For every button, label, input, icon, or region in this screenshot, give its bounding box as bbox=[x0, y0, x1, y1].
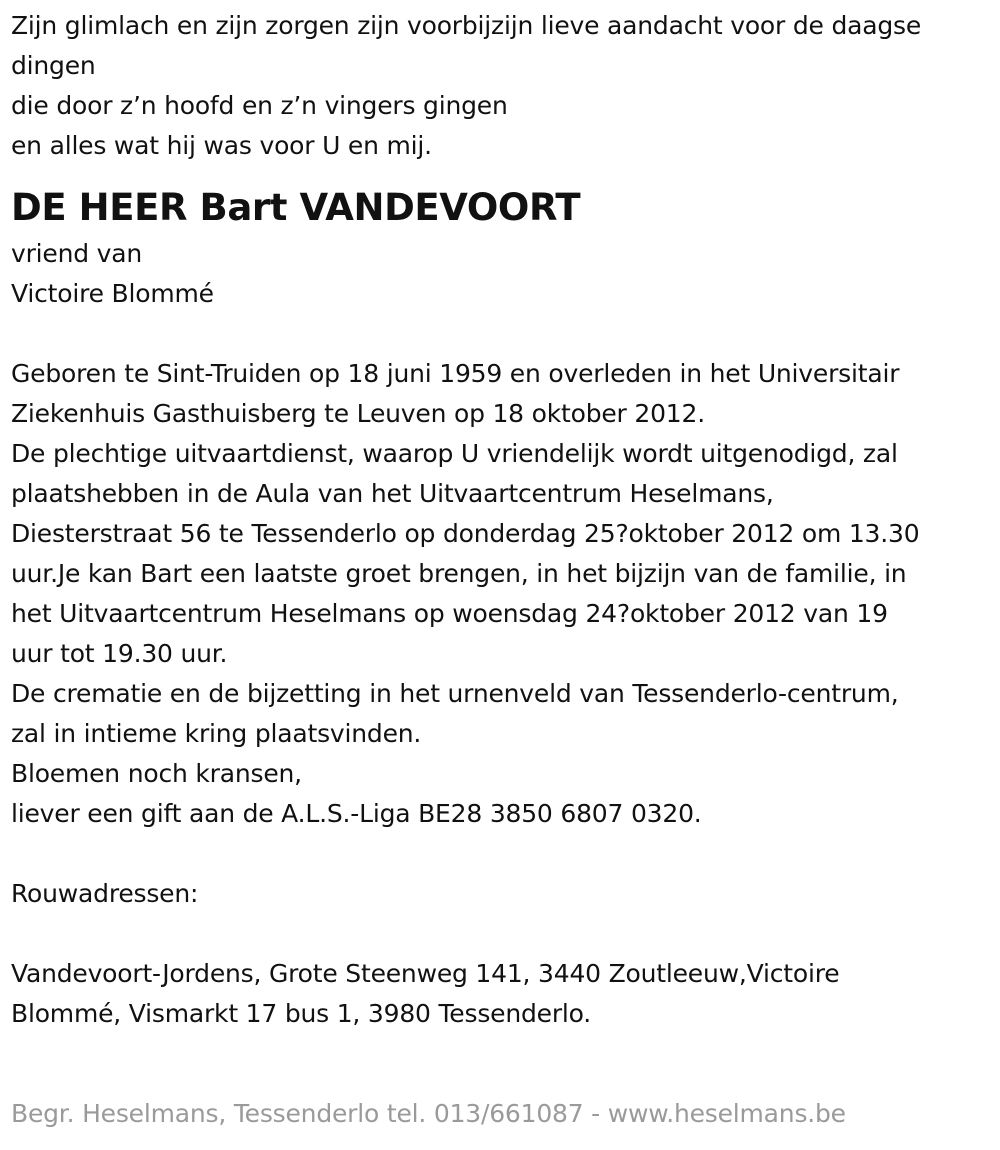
section-gap bbox=[11, 834, 990, 874]
announcement-line: uur.Je kan Bart een laatste groet brengen, in het bijzijn van de familie, in bbox=[11, 559, 907, 588]
section-gap bbox=[11, 314, 990, 354]
partner-name: Victoire Blommé bbox=[11, 279, 214, 308]
announcement-text bbox=[11, 354, 990, 834]
announcement-line: Ziekenhuis Gasthuisberg te Leuven op 18 oktober 2012. bbox=[11, 399, 705, 428]
announcement-line: De plechtige uitvaartdienst, waarop U vriendelijk wordt uitgenodigd, zal bbox=[11, 439, 898, 468]
memorial-poem bbox=[11, 6, 990, 166]
announcement-line: het Uitvaartcentrum Heselmans op woensdag 24?oktober 2012 van 19 bbox=[11, 599, 888, 628]
section-gap bbox=[11, 914, 990, 954]
announcement-line: plaatshebben in de Aula van het Uitvaartcentrum Heselmans, bbox=[11, 479, 774, 508]
address-line: Vandevoort-Jordens, Grote Steenweg 141, 3440 Zoutleeuw,Victoire bbox=[11, 959, 840, 988]
deceased-name: DE HEER Bart VANDEVOORT bbox=[11, 186, 581, 229]
announcement-line: Bloemen noch kransen, bbox=[11, 759, 302, 788]
poem-line: Zijn glimlach en zijn zorgen zijn voorbijzijn lieve aandacht voor de daagse dingen bbox=[11, 11, 922, 80]
announcement-line: zal in intieme kring plaatsvinden. bbox=[11, 719, 422, 748]
announcement-line: Diesterstraat 56 te Tessenderlo op donderdag 25?oktober 2012 om 13.30 bbox=[11, 519, 920, 548]
mourning-addresses bbox=[11, 954, 990, 1034]
address-line: Blommé, Vismarkt 17 bus 1, 3980 Tessenderlo. bbox=[11, 999, 592, 1028]
announcement-line: liever een gift aan de A.L.S.-Liga BE28 3850 6807 0320. bbox=[11, 799, 702, 828]
announcement-line: De crematie en de bijzetting in het urnenveld van Tessenderlo-centrum, bbox=[11, 679, 899, 708]
announcement-line: Geboren te Sint-Truiden op 18 juni 1959 en overleden in het Universitair bbox=[11, 359, 900, 388]
poem-line: die door z’n hoofd en z’n vingers gingen bbox=[11, 91, 508, 120]
poem-line: en alles wat hij was voor U en mij. bbox=[11, 131, 432, 160]
addresses-label: Rouwadressen: bbox=[11, 879, 199, 908]
funeral-home-footer: Begr. Heselmans, Tessenderlo tel. 013/661087 - www.heselmans.be bbox=[11, 1099, 846, 1128]
relation-label: vriend van bbox=[11, 239, 143, 268]
announcement-line: uur tot 19.30 uur. bbox=[11, 639, 228, 668]
